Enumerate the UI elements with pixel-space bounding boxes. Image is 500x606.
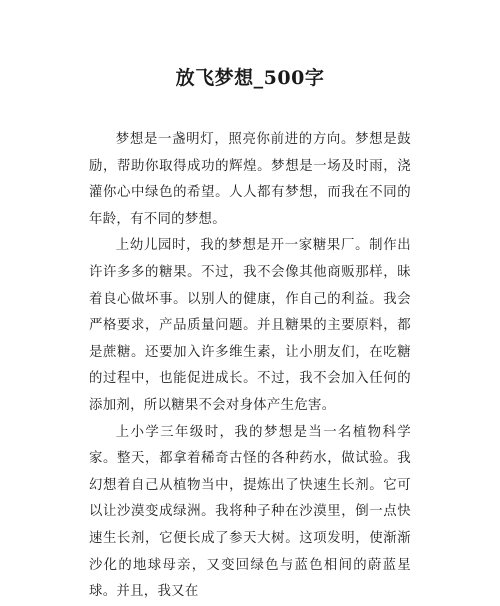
page-title: 放飞梦想_500字 [175,67,325,89]
paragraph-1: 梦想是一盏明灯，照亮你前进的方向。梦想是鼓励，帮助你取得成功的辉煌。梦想是一场及时雨，浇灌你心中绿色的希望。人人都有梦想，而我在不同的年龄，有不同的梦想。 [89,132,411,227]
article-body [89,127,411,606]
paragraph-3: 上小学三年级时，我的梦想是当一名植物科学家。整天，都拿着稀奇古怪的各种药水，做试验。我幻想着自己从植物当中，提炼出了快速生长剂。它可以让沙漠变成绿洲。我将种子种在沙漠里，倒一点快速生长剂，它便长成了参天大树。这项发明，使渐渐沙化的地球母亲，又变回绿色与蓝色相间的蔚蓝星球。并且，我又在 [89,424,411,600]
paragraph-2: 上幼儿园时，我的梦想是开一家糖果厂。制作出许许多多的糖果。不过，我不会像其他商贩那样，昧着良心做坏事。以别人的健康，作自己的利益。我会严格要求，产品质量问题。并且糖果的主要原料，都是蔗糖。还要加入许多维生素，让小朋友们，在吃糖的过程中，也能促进成长。不过，我不会加入任何的添加剂，所以糖果不会对身体产生危害。 [89,238,411,413]
